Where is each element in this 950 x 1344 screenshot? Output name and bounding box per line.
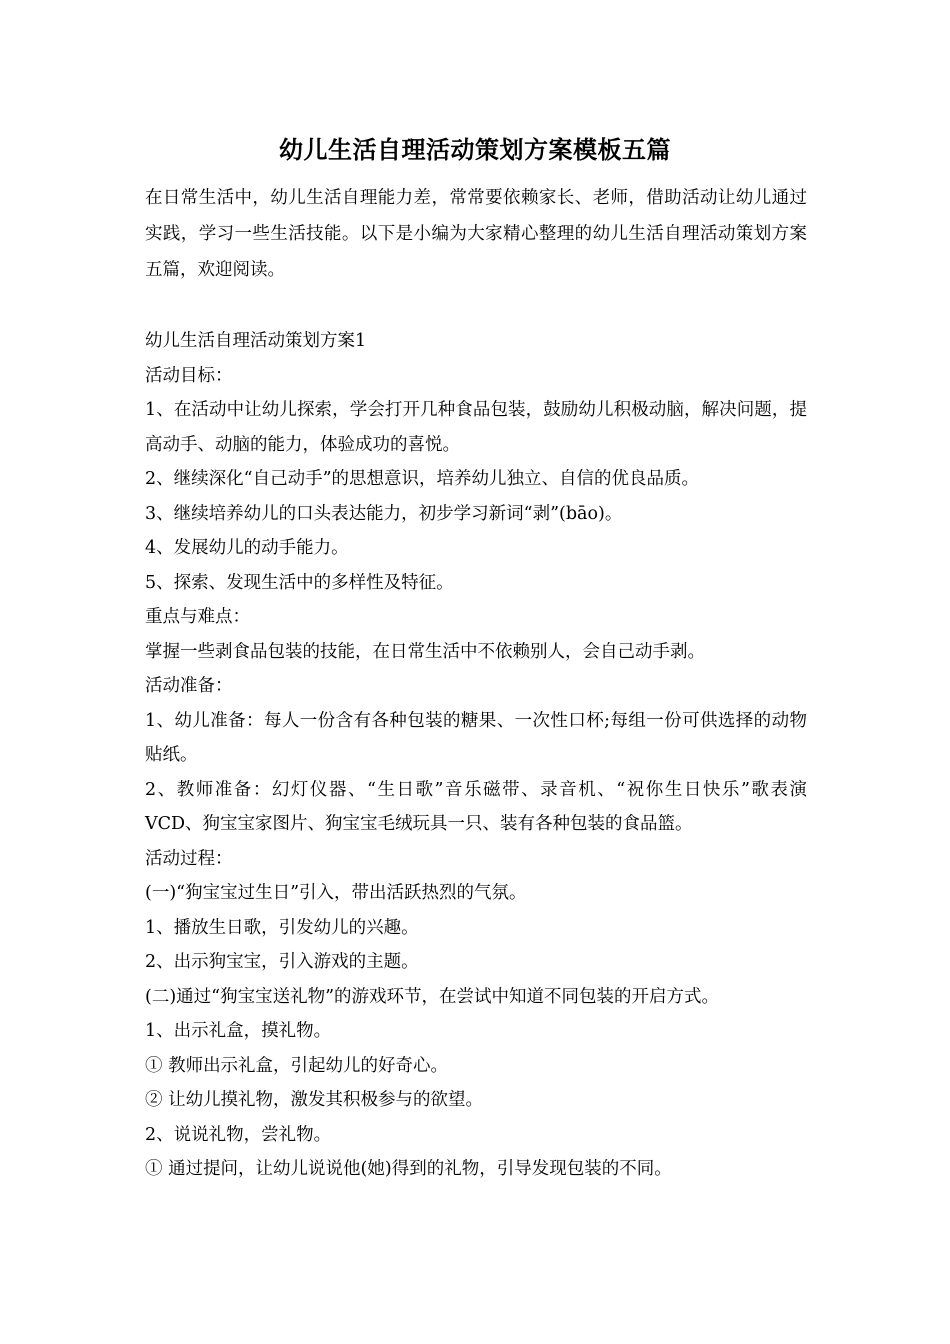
subheading-key-points: 重点与难点： (145, 607, 250, 627)
process-step: (一)“狗宝宝过生日”引入，带出活跃热烈的气氛。 (145, 883, 527, 903)
process-step: 1、播放生日歌，引发幼儿的兴趣。 (145, 917, 419, 938)
goal-item: 2、继续深化“自己动手”的思想意识，培养幼儿独立、自信的优良品质。 (145, 469, 700, 489)
document-body (145, 180, 807, 1187)
goal-item: 5、探索、发现生活中的多样性及特征。 (145, 572, 454, 593)
preparation-item: 1、幼儿准备：每人一份含有各种包装的糖果、一次性口杯;每组一份可供选择的动物贴纸。 (145, 710, 807, 765)
process-substep: ① 通过提问，让幼儿说说他(她)得到的礼物，引导发现包装的不同。 (145, 1159, 672, 1179)
process-substep: ① 教师出示礼盒，引起幼儿的好奇心。 (145, 1055, 449, 1076)
subheading-preparation: 活动准备： (145, 676, 233, 696)
goal-item: 1、在活动中让幼儿探索，学会打开几种食品包装，鼓励幼儿积极动脑，解决问题，提高动手、动脑的能力，体验成功的喜悦。 (145, 400, 807, 455)
process-step: 2、说说礼物，尝礼物。 (145, 1124, 332, 1145)
process-step: (二)通过“狗宝宝送礼物”的游戏环节，在尝试中知道不同包装的开启方式。 (145, 986, 720, 1007)
process-step: 1、出示礼盒，摸礼物。 (145, 1021, 332, 1041)
section-heading: 幼儿生活自理活动策划方案1 (145, 331, 367, 351)
process-substep: ② 让幼儿摸礼物，激发其积极参与的欲望。 (145, 1090, 484, 1110)
preparation-item: 2、教师准备：幻灯仪器、“生日歌”音乐磁带、录音机、“祝你生日快乐”歌表演VCD、狗宝宝家图片、狗宝宝毛绒玩具一只、装有各种包装的食品篮。 (145, 779, 807, 834)
goal-item: 3、继续培养幼儿的口头表达能力，初步学习新词“剥”(bāo)。 (145, 503, 623, 524)
goal-item: 4、发展幼儿的动手能力。 (145, 538, 349, 558)
process-step: 2、出示狗宝宝，引入游戏的主题。 (145, 952, 419, 972)
document-title: 幼儿生活自理活动策划方案模板五篇 (279, 135, 671, 164)
subheading-goals: 活动目标： (145, 365, 233, 386)
key-points-text: 掌握一些剥食品包装的技能，在日常生活中不依赖别人，会自己动手剥。 (145, 641, 705, 662)
intro-paragraph: 在日常生活中，幼儿生活自理能力差，常常要依赖家长、老师，借助活动让幼儿通过实践，学习一些生活技能。以下是小编为大家精心整理的幼儿生活自理活动策划方案五篇，欢迎阅读。 (145, 188, 807, 280)
subheading-process: 活动过程： (145, 848, 233, 869)
section-1 (145, 324, 807, 1187)
paragraph-spacer (145, 288, 807, 324)
